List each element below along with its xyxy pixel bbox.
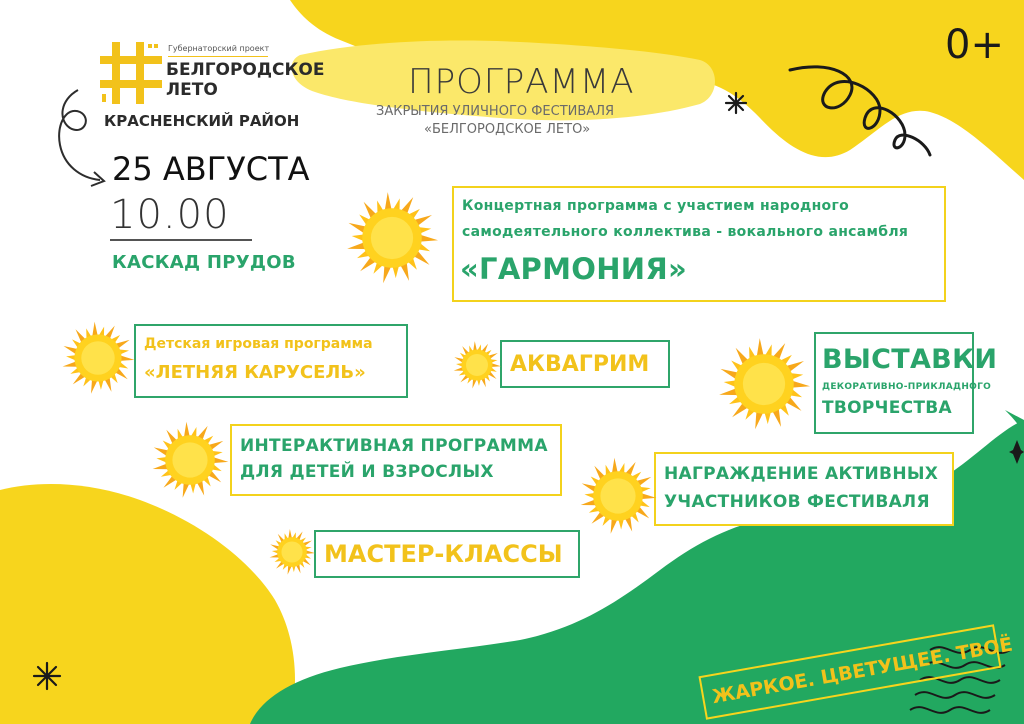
program-title: ПРОГРАММА [408, 62, 635, 102]
exhibitions-line-1: ВЫСТАВКИ [822, 344, 998, 375]
yellow-blob-bottom [0, 484, 295, 724]
sun-icon [344, 190, 440, 286]
sun-highlight [466, 354, 488, 376]
sun-icon [60, 320, 136, 396]
asterisk-bottom [34, 663, 60, 689]
age-rating: 0+ [945, 22, 1004, 68]
event-date: 25 АВГУСТА [112, 150, 310, 188]
caption-rule [168, 56, 268, 57]
kids-program-box [134, 324, 408, 398]
concert-line-1: Концертная программа с участием народного [462, 198, 850, 214]
sun-highlight [81, 341, 114, 374]
slogan-text: ЖАРКОЕ. ЦВЕТУЩЕЕ. ТВОЁ [710, 633, 1015, 709]
sun-icon [452, 340, 502, 390]
sun-icon [150, 420, 230, 500]
exhibitions-line-3: ТВОРЧЕСТВА [822, 398, 953, 418]
sun-highlight [371, 217, 413, 259]
district-label: КРАСНЕНСКИЙ РАЙОН [104, 112, 300, 130]
arrow-curl [59, 90, 100, 180]
event-time: 10.00 [110, 192, 230, 238]
belgorod-summer-logo-icon [100, 42, 162, 104]
concert-box [452, 186, 946, 302]
awards-box [654, 452, 954, 526]
kids-program-line-1: Детская игровая программа [144, 336, 373, 352]
sun-icon [578, 456, 658, 536]
sun-highlight [281, 541, 302, 562]
sun-highlight [600, 478, 635, 513]
interactive-line-1: ИНТЕРАКТИВНАЯ ПРОГРАММА [240, 436, 548, 456]
program-subtitle-1: ЗАКРЫТИЯ УЛИЧНОГО ФЕСТИВАЛЯ [376, 104, 614, 119]
event-place: КАСКАД ПРУДОВ [112, 252, 296, 273]
brand-line-2: ЛЕТО [166, 80, 218, 100]
awards-line-1: НАГРАЖДЕНИЕ АКТИВНЫХ [664, 464, 939, 484]
concert-line-2: самодеятельного коллектива - вокального ансамбля [462, 224, 909, 240]
sun-icon [268, 528, 316, 576]
asterisk-top [726, 93, 746, 113]
project-caption: Губернаторский проект [168, 44, 270, 53]
sun-highlight [172, 442, 207, 477]
program-subtitle-2: «БЕЛГОРОДСКОЕ ЛЕТО» [424, 122, 591, 137]
exhibitions-box [814, 332, 998, 434]
masterclasses-label: МАСТЕР-КЛАССЫ [324, 540, 563, 568]
masterclasses-box [314, 530, 580, 578]
brand-line-1: БЕЛГОРОДСКОЕ [166, 60, 325, 80]
aquagrim-label: АКВАГРИМ [510, 352, 650, 377]
concert-ensemble-name: «ГАРМОНИЯ» [460, 252, 688, 286]
aquagrim-box [500, 340, 670, 388]
exhibitions-line-2: ДЕКОРАТИВНО-ПРИКЛАДНОГО [822, 382, 992, 392]
awards-line-2: УЧАСТНИКОВ ФЕСТИВАЛЯ [664, 492, 930, 512]
kids-program-name: «ЛЕТНЯЯ КАРУСЕЛЬ» [144, 362, 366, 383]
sun-icon [716, 336, 812, 432]
sun-highlight [743, 363, 785, 405]
interactive-line-2: ДЛЯ ДЕТЕЙ И ВЗРОСЛЫХ [240, 462, 494, 482]
interactive-box [230, 424, 562, 496]
